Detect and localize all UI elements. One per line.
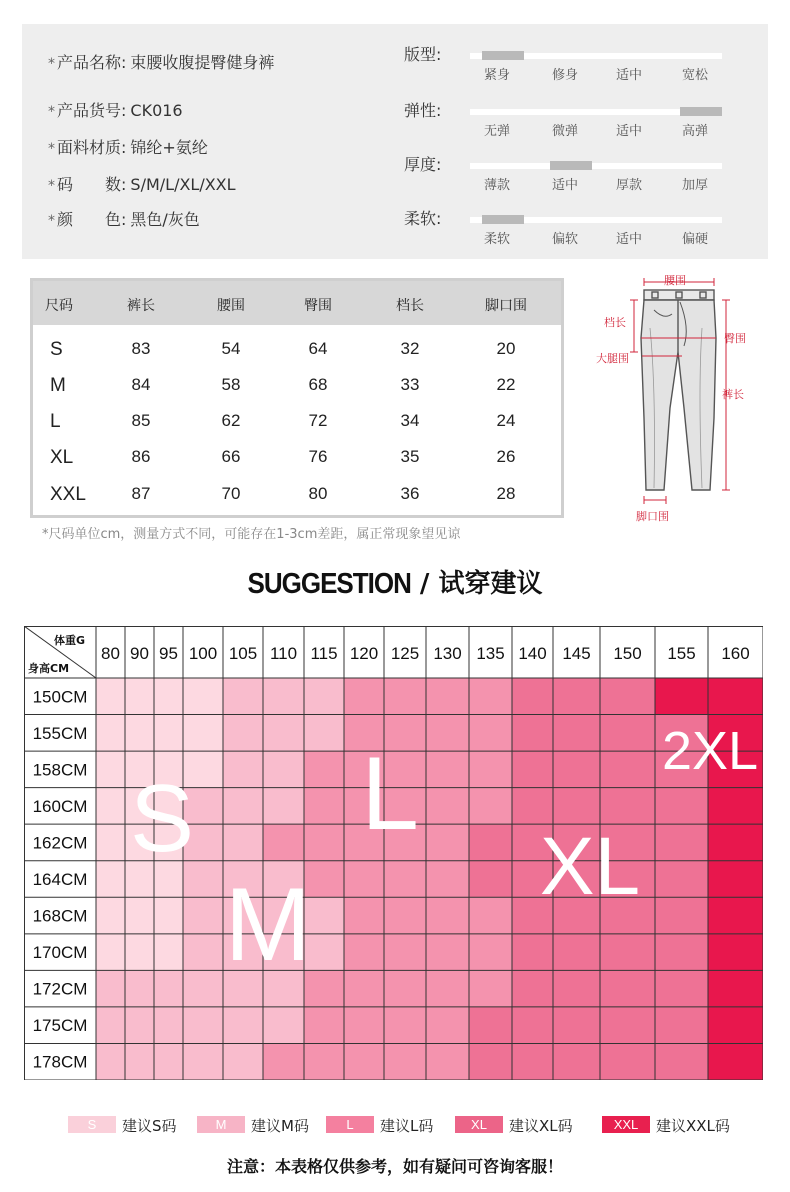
hip-label: 臀围 [724, 332, 746, 345]
size-table-cell: 36 [400, 484, 420, 503]
grid-cell [708, 934, 763, 971]
property-option: 宽松 [682, 68, 709, 83]
grid-cell [344, 934, 384, 971]
height-label: 155CM [32, 723, 88, 743]
weight-label: 105 [228, 644, 258, 663]
grid-cell [469, 970, 512, 1007]
waist-label: 腰围 [664, 274, 686, 287]
grid-cell [426, 788, 469, 825]
grid-cell [655, 1043, 708, 1080]
grid-cell [96, 715, 125, 752]
grid-cell [154, 934, 183, 971]
grid-cell [655, 1007, 708, 1044]
grid-cell [304, 1043, 344, 1080]
grid-cell [304, 788, 344, 825]
property-option: 适中 [616, 68, 643, 83]
height-label: 162CM [32, 833, 88, 853]
size-header-cell: 档长 [396, 298, 424, 314]
size-note: *尺码单位cm，测量方式不同，可能存在1-3cm差距，属正常现象望见谅 [42, 527, 461, 542]
grid-cell [600, 970, 655, 1007]
height-label: 175CM [32, 1016, 88, 1036]
size-header-cell: 脚口围 [485, 298, 527, 314]
property-track [470, 53, 722, 59]
grid-cell [344, 897, 384, 934]
grid-cell [125, 1043, 154, 1080]
property-option: 适中 [552, 178, 579, 193]
size-table-cell: 80 [308, 484, 328, 503]
grid-cell [125, 897, 154, 934]
spec-label: 产品名称: [57, 53, 127, 72]
zone-label-l: L [361, 736, 419, 852]
grid-cell [183, 897, 223, 934]
size-table-header [33, 281, 561, 325]
grid-cell [223, 751, 263, 788]
zone-label-m: M [224, 867, 312, 983]
legend-text: 建议S码 [122, 1117, 177, 1135]
height-label: 150CM [32, 687, 88, 707]
pants-measurement-diagram [584, 268, 774, 528]
weight-label: 115 [310, 644, 338, 663]
size-table-cell: 35 [400, 447, 420, 466]
spec-row-color [48, 207, 200, 230]
footnote: 注意：本表格仅供参考，如有疑问可咨询客服！ [226, 1157, 563, 1176]
grid-cell [96, 788, 125, 825]
grid-cell [553, 788, 600, 825]
grid-cell [655, 934, 708, 971]
size-table-cell: 68 [308, 375, 328, 394]
size-table-cell: 24 [496, 411, 516, 430]
weight-label: 135 [476, 644, 505, 663]
size-table-cell: 28 [496, 484, 516, 503]
grid-cell [263, 1007, 304, 1044]
grid-cell [469, 1043, 512, 1080]
grid-cell [469, 788, 512, 825]
weight-label: 150 [613, 644, 642, 663]
height-label: 164CM [32, 870, 88, 889]
grid-cell [344, 1007, 384, 1044]
height-label: 172CM [32, 979, 88, 999]
size-table-cell: 58 [221, 375, 241, 394]
size-table-cell: 64 [308, 339, 328, 358]
grid-cell [183, 970, 223, 1007]
grid-cell [384, 934, 426, 971]
grid-cell [304, 751, 344, 788]
grid-cell [223, 824, 263, 861]
grid-cell [512, 1043, 553, 1080]
rise-label: 档长 [604, 316, 626, 329]
property-option: 偏硬 [682, 232, 709, 247]
property-track [470, 163, 722, 169]
grid-cell [708, 824, 763, 861]
legend-text: 建议L码 [380, 1117, 434, 1135]
bullet-star: * [48, 178, 55, 194]
size-table-cell: 34 [400, 411, 420, 430]
grid-cell [600, 678, 655, 715]
length-label: 裤长 [722, 388, 744, 401]
weight-label: 120 [349, 644, 379, 663]
grid-cell [96, 934, 125, 971]
size-header-cell: 裤长 [127, 298, 155, 314]
height-label: 160CM [32, 796, 88, 816]
grid-cell [553, 751, 600, 788]
grid-cell [183, 1007, 223, 1044]
grid-cell [553, 1043, 600, 1080]
grid-cell [469, 678, 512, 715]
legend-text: 建议M码 [251, 1117, 309, 1135]
property-scale [404, 98, 744, 142]
size-table-cell: 72 [308, 411, 328, 430]
grid-cell [655, 861, 708, 898]
property-option: 适中 [616, 124, 643, 139]
grid-cell [426, 824, 469, 861]
grid-cell [304, 824, 344, 861]
property-option: 柔软 [484, 232, 511, 247]
grid-cell [512, 715, 553, 752]
grid-cell [426, 970, 469, 1007]
grid-cell [655, 788, 708, 825]
grid-cell [183, 678, 223, 715]
size-table-cell: 20 [496, 339, 516, 358]
size-table-cell: 76 [308, 447, 328, 466]
size-table-cell: 62 [221, 411, 241, 430]
grid-cell [469, 934, 512, 971]
property-option: 高弹 [682, 124, 709, 139]
spec-value: S/M/L/XL/XXL [130, 175, 236, 194]
size-table [30, 278, 564, 518]
grid-cell [426, 897, 469, 934]
property-scale [404, 152, 744, 196]
spec-label: 颜 色: [57, 210, 127, 229]
property-track [470, 109, 722, 115]
grid-cell [304, 1007, 344, 1044]
grid-cell [469, 751, 512, 788]
grid-cell [512, 678, 553, 715]
grid-cell [600, 751, 655, 788]
weight-label: 80 [101, 644, 120, 663]
grid-cell [512, 788, 553, 825]
grid-cell [469, 897, 512, 934]
grid-cell [263, 1043, 304, 1080]
spec-row-sizes [48, 172, 236, 195]
grid-cell [263, 751, 304, 788]
size-header-cell: 尺码 [45, 298, 73, 314]
size-table-cell: 87 [131, 484, 151, 503]
grid-cell [426, 934, 469, 971]
spec-row-code [48, 98, 183, 121]
property-option: 紧身 [484, 68, 511, 83]
spec-value: 束腰收腹提臀健身裤 [130, 53, 275, 72]
size-row-label: XL [50, 447, 74, 468]
bullet-star: * [48, 104, 55, 120]
grid-cell [384, 678, 426, 715]
grid-cell [304, 715, 344, 752]
grid-cell [426, 678, 469, 715]
grid-cell [384, 1043, 426, 1080]
grid-cell [553, 715, 600, 752]
grid-cell [384, 1007, 426, 1044]
grid-cell [304, 678, 344, 715]
product-info-panel [22, 24, 768, 259]
grid-cell [96, 1007, 125, 1044]
grid-cell [600, 934, 655, 971]
property-option: 修身 [552, 68, 579, 83]
grid-cell [600, 1007, 655, 1044]
grid-cell [512, 934, 553, 971]
bullet-star: * [48, 56, 55, 72]
grid-cell [469, 824, 512, 861]
size-header-cell: 腰围 [217, 298, 245, 314]
weight-label: 145 [562, 644, 591, 663]
size-table-cell: 54 [221, 339, 241, 358]
height-label: 170CM [32, 943, 88, 963]
grid-cell [708, 1007, 763, 1044]
bullet-star: * [48, 141, 55, 157]
size-row-label: XXL [50, 484, 86, 505]
grid-cell [344, 678, 384, 715]
grid-cell [655, 897, 708, 934]
grid-cell [655, 824, 708, 861]
grid-cell [154, 897, 183, 934]
grid-cell [263, 715, 304, 752]
grid-cell [469, 861, 512, 898]
grid-cell [125, 1007, 154, 1044]
suggestion-title-en: SUGGESTION [247, 566, 411, 600]
property-marker [680, 107, 722, 116]
grid-cell [223, 678, 263, 715]
weight-label: 130 [433, 644, 462, 663]
grid-cell [426, 715, 469, 752]
grid-cell [154, 1043, 183, 1080]
property-option: 薄款 [484, 178, 511, 193]
grid-cell [344, 1043, 384, 1080]
grid-cell [125, 934, 154, 971]
property-option: 偏软 [552, 232, 579, 247]
size-table-cell: 32 [400, 339, 420, 358]
weight-label: 110 [269, 644, 298, 663]
grid-cell [96, 824, 125, 861]
height-label: 168CM [32, 906, 88, 926]
grid-cell [96, 1043, 125, 1080]
weight-label: 155 [667, 644, 696, 663]
grid-cell [553, 678, 600, 715]
grid-cell [384, 861, 426, 898]
grid-cell [96, 751, 125, 788]
spec-label: 面料材质: [57, 138, 127, 157]
grid-cell [553, 970, 600, 1007]
legend-text: 建议XXL码 [656, 1117, 730, 1135]
suggestion-title [0, 563, 790, 600]
weight-label: 140 [518, 644, 547, 663]
pants-outline-icon [584, 268, 774, 528]
property-option: 加厚 [682, 178, 709, 193]
property-name: 柔软: [404, 209, 442, 228]
property-scale [404, 206, 744, 250]
grid-cell [553, 1007, 600, 1044]
weight-label: 125 [390, 644, 420, 663]
suggestion-title-sep: / [410, 569, 439, 599]
property-scale [404, 42, 744, 86]
size-row-label: M [50, 375, 66, 396]
grid-cell [426, 1043, 469, 1080]
grid-cell [655, 678, 708, 715]
property-marker [482, 215, 524, 224]
grid-cell [469, 1007, 512, 1044]
height-label: 178CM [32, 1052, 88, 1072]
grid-cell [183, 1043, 223, 1080]
grid-cell [512, 1007, 553, 1044]
weight-label: 95 [159, 644, 178, 663]
grid-cell [263, 788, 304, 825]
spec-value: CK016 [130, 101, 183, 120]
weight-label: 100 [188, 644, 218, 663]
thigh-label: 大腿围 [596, 352, 629, 365]
size-table-cell: 70 [221, 484, 241, 503]
hem-label: 脚口围 [636, 510, 669, 523]
legend-text: 建议XL码 [509, 1117, 573, 1135]
grid-cell [154, 678, 183, 715]
size-row-label: L [50, 411, 61, 432]
grid-cell [512, 751, 553, 788]
grid-cell [426, 751, 469, 788]
size-legend [0, 1113, 790, 1137]
property-track [470, 217, 722, 223]
grid-cell [708, 897, 763, 934]
grid-cell [708, 861, 763, 898]
size-table-cell: 66 [221, 447, 241, 466]
weight-label: 160 [721, 644, 750, 663]
grid-cell [553, 934, 600, 971]
grid-cell [708, 970, 763, 1007]
grid-cell [183, 934, 223, 971]
property-name: 版型: [404, 45, 442, 64]
property-option: 适中 [616, 232, 643, 247]
grid-cell [344, 861, 384, 898]
size-recommendation-grid [24, 626, 763, 1080]
suggestion-title-cn: 试穿建议 [438, 569, 543, 599]
grid-cell [655, 970, 708, 1007]
zone-label-2xl: 2XL [661, 721, 759, 781]
height-label: 158CM [32, 760, 88, 780]
property-marker [482, 51, 524, 60]
legend-swatch: M [197, 1116, 245, 1133]
grid-cell [96, 678, 125, 715]
size-table-cell: 83 [131, 339, 151, 358]
grid-cell [426, 1007, 469, 1044]
spec-label: 产品货号: [57, 101, 127, 120]
legend-swatch: XXL [602, 1116, 650, 1133]
grid-cell [96, 861, 125, 898]
grid-cell [384, 897, 426, 934]
grid-cell [154, 715, 183, 752]
property-name: 弹性: [404, 101, 442, 120]
bullet-star: * [48, 213, 55, 229]
size-header-cell: 臀围 [304, 298, 332, 314]
grid-cell [708, 678, 763, 715]
grid-cell [183, 715, 223, 752]
property-option: 无弹 [484, 124, 511, 139]
corner-weight-label: 体重G [54, 634, 86, 647]
property-marker [550, 161, 592, 170]
grid-cell [125, 678, 154, 715]
size-table-cell: 85 [131, 411, 151, 430]
weight-label: 90 [130, 644, 149, 663]
legend-swatch: XL [455, 1116, 503, 1133]
corner-height-label: 身高CM [28, 662, 70, 675]
property-name: 厚度: [404, 155, 442, 174]
grid-cell [708, 1043, 763, 1080]
property-option: 厚款 [616, 178, 643, 193]
legend-swatch: L [326, 1116, 374, 1133]
spec-value: 锦纶+氨纶 [130, 138, 208, 157]
grid-cell [223, 788, 263, 825]
size-table-cell: 86 [131, 447, 151, 466]
grid-cell [96, 897, 125, 934]
grid-cell [125, 970, 154, 1007]
zone-label-s: S [129, 765, 195, 872]
spec-row-name [48, 50, 274, 73]
size-table-cell: 33 [400, 375, 420, 394]
grid-cell [469, 715, 512, 752]
grid-cell [344, 970, 384, 1007]
grid-cell [708, 788, 763, 825]
size-table-cell: 26 [496, 447, 516, 466]
grid-cell [512, 970, 553, 1007]
size-table-cell: 84 [131, 375, 151, 394]
grid-cell [263, 824, 304, 861]
size-grid-svg [24, 626, 763, 1080]
grid-cell [600, 788, 655, 825]
grid-cell [125, 715, 154, 752]
grid-cell [223, 715, 263, 752]
size-table-cell: 22 [496, 375, 516, 394]
grid-cell [154, 1007, 183, 1044]
grid-cell [263, 678, 304, 715]
spec-row-material [48, 135, 208, 158]
grid-cell [426, 861, 469, 898]
grid-cell [600, 1043, 655, 1080]
spec-value: 黑色/灰色 [130, 210, 200, 229]
grid-cell [600, 715, 655, 752]
property-option: 微弹 [552, 124, 579, 139]
grid-cell [223, 1043, 263, 1080]
grid-cell [223, 1007, 263, 1044]
legend-swatch: S [68, 1116, 116, 1133]
grid-cell [384, 970, 426, 1007]
spec-label: 码 数: [57, 175, 127, 194]
grid-cell [96, 970, 125, 1007]
grid-cell [154, 970, 183, 1007]
size-row-label: S [50, 339, 63, 360]
zone-label-xl: XL [539, 821, 641, 912]
